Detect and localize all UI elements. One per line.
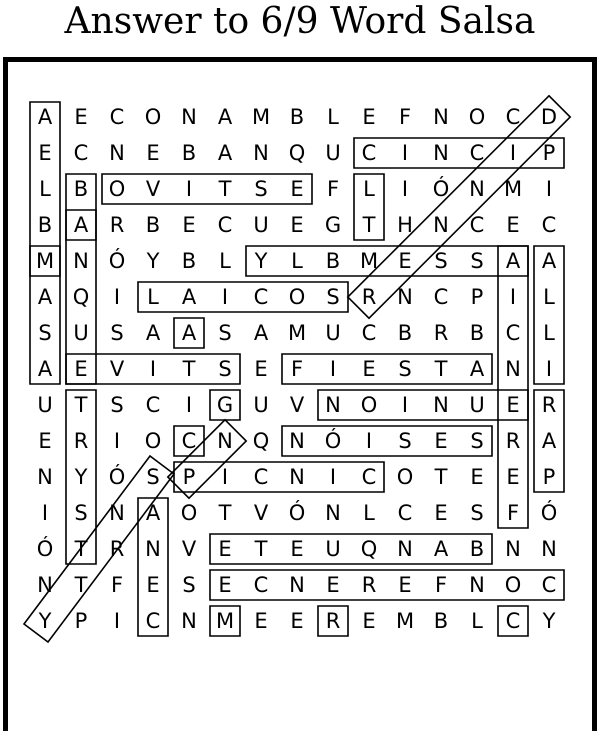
grid-cell: R: [361, 284, 377, 309]
grid-cell: C: [217, 212, 233, 237]
grid-cell: E: [218, 572, 232, 597]
grid-cell: A: [433, 536, 449, 561]
grid-cell: U: [325, 320, 341, 345]
grid-cell: A: [37, 356, 53, 381]
grid-cell: L: [363, 176, 375, 201]
grid-cell: Y: [542, 608, 556, 633]
found-word-outline: [348, 96, 570, 318]
grid-cell: L: [471, 608, 483, 633]
grid-cell: Ó: [36, 536, 54, 561]
grid-cell: T: [434, 464, 448, 489]
grid-cell: A: [541, 428, 557, 453]
grid-cell: S: [218, 356, 232, 381]
grid-cell: N: [253, 140, 269, 165]
grid-cell: H: [397, 212, 413, 237]
grid-cell: N: [325, 500, 341, 525]
found-word-outline: [318, 606, 348, 636]
grid-cell: E: [146, 572, 160, 597]
grid-cell: C: [361, 320, 377, 345]
grid-cell: T: [434, 356, 448, 381]
grid-cell: S: [398, 428, 412, 453]
grid-cell: S: [326, 284, 340, 309]
found-word-outline: [210, 570, 564, 600]
grid-cell: I: [149, 356, 157, 381]
grid-cell: P: [542, 140, 556, 165]
found-word-outline: [498, 606, 528, 636]
grid-cell: N: [289, 464, 305, 489]
grid-cell: L: [147, 284, 159, 309]
grid-cell: S: [254, 176, 268, 201]
found-word-outline: [66, 354, 240, 384]
grid-cell: E: [182, 212, 196, 237]
grid-cell: Y: [254, 248, 268, 273]
grid-cell: S: [146, 464, 160, 489]
grid-cell: E: [434, 428, 448, 453]
grid-cell: S: [434, 248, 448, 273]
grid-cell: C: [181, 428, 197, 453]
grid-cell: N: [397, 536, 413, 561]
grid-cell: E: [218, 536, 232, 561]
grid-cell: T: [218, 176, 232, 201]
grid-cell: U: [253, 212, 269, 237]
found-word-outline: [102, 174, 312, 204]
found-word-outline: [168, 420, 246, 498]
grid-cell: S: [182, 572, 196, 597]
grid-cell: N: [289, 572, 305, 597]
grid-cell: Q: [288, 140, 306, 165]
grid-cell: Q: [252, 428, 270, 453]
grid-cell: E: [290, 536, 304, 561]
grid-cell: A: [73, 212, 89, 237]
found-word-outline: [246, 246, 528, 276]
found-word-outline: [66, 210, 96, 384]
grid-cell: E: [74, 356, 88, 381]
grid-cell: E: [38, 140, 52, 165]
grid-cell: S: [110, 320, 124, 345]
grid-cell: I: [545, 356, 553, 381]
grid-cell: R: [109, 212, 125, 237]
grid-cell: U: [37, 392, 53, 417]
grid-cell: B: [397, 320, 413, 345]
grid-cell: C: [397, 500, 413, 525]
grid-cell: C: [469, 212, 485, 237]
grid-cell: G: [324, 212, 342, 237]
grid-cell: A: [541, 248, 557, 273]
grid-cell: I: [221, 464, 229, 489]
grid-cell: C: [505, 608, 521, 633]
grid-cell: N: [109, 500, 125, 525]
found-word-outline: [174, 462, 384, 492]
grid-cell: D: [540, 104, 558, 129]
grid-cell: I: [185, 176, 193, 201]
grid-cell: E: [434, 500, 448, 525]
grid-cell: E: [290, 176, 304, 201]
found-word-outline: [24, 456, 174, 642]
grid-cell: I: [329, 356, 337, 381]
grid-cell: B: [181, 140, 197, 165]
found-word-outline: [282, 426, 492, 456]
grid-cell: E: [290, 212, 304, 237]
grid-cell: V: [289, 392, 305, 417]
grid-cell: S: [110, 392, 124, 417]
grid-cell: A: [217, 140, 233, 165]
grid-cell: C: [541, 212, 557, 237]
grid-cell: Y: [146, 248, 160, 273]
grid-cell: L: [543, 284, 555, 309]
grid-cell: C: [541, 572, 557, 597]
grid-cell: C: [361, 464, 377, 489]
grid-cell: N: [541, 536, 557, 561]
grid-cell: I: [113, 284, 121, 309]
grid-cell: E: [290, 608, 304, 633]
grid-cell: P: [542, 464, 556, 489]
grid-cell: A: [37, 284, 53, 309]
grid-cell: L: [39, 176, 51, 201]
grid-cell: N: [181, 104, 197, 129]
grid-cell: V: [145, 176, 161, 201]
grid-cell: R: [325, 608, 341, 633]
grid-cell: N: [325, 392, 341, 417]
grid-cell: N: [433, 212, 449, 237]
puzzle-title: Answer to 6/9 Word Salsa: [64, 1, 536, 42]
grid-cell: L: [291, 248, 303, 273]
grid-cell: Ó: [324, 428, 342, 453]
grid-cell: Ó: [108, 248, 126, 273]
found-word-outline: [30, 246, 60, 384]
grid-cell: O: [504, 572, 522, 597]
grid-cell: I: [401, 176, 409, 201]
grid-cell: N: [397, 284, 413, 309]
grid-cell: B: [289, 104, 305, 129]
grid-cell: T: [254, 536, 268, 561]
grid-cell: E: [254, 608, 268, 633]
grid-cell: E: [362, 356, 376, 381]
grid-cell: L: [219, 248, 231, 273]
grid-cell: N: [289, 428, 305, 453]
grid-cell: G: [216, 392, 234, 417]
grid-cell: C: [253, 572, 269, 597]
grid-cell: M: [503, 176, 523, 201]
grid-cell: N: [505, 536, 521, 561]
grid-cell: B: [145, 212, 161, 237]
grid-cell: M: [215, 608, 235, 633]
grid-cell: E: [506, 392, 520, 417]
grid-cell: I: [545, 176, 553, 201]
grid-cell: E: [506, 464, 520, 489]
grid-cell: V: [181, 536, 197, 561]
grid-cell: N: [145, 536, 161, 561]
grid-cell: F: [434, 572, 448, 597]
grid-cell: I: [221, 284, 229, 309]
grid-cell: T: [74, 572, 88, 597]
found-word-outline: [66, 390, 96, 564]
grid-cell: N: [505, 356, 521, 381]
grid-cell: A: [253, 320, 269, 345]
grid-cell: N: [433, 104, 449, 129]
grid-cell: M: [35, 248, 55, 273]
grid-cell: E: [362, 608, 376, 633]
found-word-outline: [534, 246, 564, 384]
grid-cell: C: [433, 284, 449, 309]
grid-cell: F: [110, 572, 124, 597]
grid-cell: Ó: [108, 464, 126, 489]
grid-cell: S: [218, 320, 232, 345]
grid-cell: S: [398, 356, 412, 381]
grid-cell: C: [145, 392, 161, 417]
grid-cell: N: [181, 608, 197, 633]
grid-cell: O: [288, 284, 306, 309]
grid-cell: R: [433, 320, 449, 345]
grid-cell: O: [396, 464, 414, 489]
grid-cell: L: [363, 500, 375, 525]
grid-cell: E: [506, 212, 520, 237]
grid-cell: O: [360, 392, 378, 417]
grid-cell: N: [109, 140, 125, 165]
grid-cell: Ó: [288, 500, 306, 525]
grid-cell: B: [325, 248, 341, 273]
grid-cell: F: [290, 356, 304, 381]
grid-cell: C: [109, 104, 125, 129]
grid-cell: C: [145, 608, 161, 633]
found-word-outline: [210, 390, 240, 420]
grid-cell: R: [73, 428, 89, 453]
grid-cell: L: [327, 104, 339, 129]
found-word-outline: [210, 606, 240, 636]
grid-cell: V: [253, 500, 269, 525]
grid-cell: C: [469, 140, 485, 165]
grid-cell: P: [74, 608, 88, 633]
grid-cell: U: [325, 140, 341, 165]
grid-cell: N: [217, 428, 233, 453]
grid-cell: E: [74, 104, 88, 129]
grid-cell: F: [326, 176, 340, 201]
grid-cell: V: [109, 356, 125, 381]
grid-cell: I: [185, 392, 193, 417]
grid-cell: T: [218, 500, 232, 525]
grid-cell: O: [144, 428, 162, 453]
grid-cell: N: [433, 392, 449, 417]
grid-cell: A: [505, 248, 521, 273]
grid-cell: A: [469, 356, 485, 381]
grid-cell: Y: [74, 464, 88, 489]
grid-cell: M: [395, 608, 415, 633]
grid-cell: F: [506, 500, 520, 525]
grid-cell: E: [398, 248, 412, 273]
grid-cell: B: [37, 212, 53, 237]
grid-cell: B: [181, 248, 197, 273]
grid-cell: I: [509, 284, 517, 309]
grid-cell: I: [401, 392, 409, 417]
grid-cell: C: [361, 140, 377, 165]
grid-cell: Ó: [540, 500, 558, 525]
grid-cell: B: [469, 320, 485, 345]
grid-cell: I: [329, 464, 337, 489]
grid-cell: A: [145, 500, 161, 525]
grid-cell: E: [470, 464, 484, 489]
found-word-outline: [282, 354, 492, 384]
grid-cell: I: [401, 140, 409, 165]
grid-cell: A: [181, 320, 197, 345]
grid-cell: A: [181, 284, 197, 309]
grid-cell: U: [73, 320, 89, 345]
grid-cell: P: [182, 464, 196, 489]
grid-cell: I: [41, 500, 49, 525]
grid-cell: C: [253, 464, 269, 489]
grid-cell: R: [505, 428, 521, 453]
found-word-outline: [138, 498, 168, 636]
found-word-outline: [498, 246, 528, 528]
grid-cell: U: [469, 392, 485, 417]
grid-cell: R: [361, 572, 377, 597]
grid-cell: Ó: [432, 176, 450, 201]
grid-cell: O: [468, 104, 486, 129]
found-word-outline: [66, 174, 96, 240]
grid-cell: T: [74, 536, 88, 561]
grid-cell: E: [362, 104, 376, 129]
grid-cell: P: [470, 284, 484, 309]
grid-cell: M: [287, 320, 307, 345]
grid-cell: N: [433, 140, 449, 165]
grid-cell: O: [108, 176, 126, 201]
grid-cell: T: [182, 356, 196, 381]
grid-cell: N: [73, 248, 89, 273]
grid-cell: S: [74, 500, 88, 525]
grid-cell: I: [509, 140, 517, 165]
grid-cell: E: [38, 428, 52, 453]
grid-cell: C: [73, 140, 89, 165]
grid-cell: N: [37, 572, 53, 597]
grid-cell: A: [37, 104, 53, 129]
found-word-outline: [210, 534, 492, 564]
grid-cell: E: [398, 572, 412, 597]
found-word-outline: [534, 390, 564, 492]
grid-cell: C: [253, 284, 269, 309]
grid-cell: A: [145, 320, 161, 345]
grid-cell: A: [217, 104, 233, 129]
grid-cell: E: [254, 356, 268, 381]
grid-cell: I: [113, 608, 121, 633]
grid-cell: C: [505, 104, 521, 129]
grid-cell: O: [180, 500, 198, 525]
found-word-outline: [354, 174, 384, 240]
grid-cell: R: [541, 392, 557, 417]
grid-cell: Q: [360, 536, 378, 561]
grid-cell: T: [74, 392, 88, 417]
grid-cell: S: [470, 428, 484, 453]
grid-cell: B: [469, 536, 485, 561]
grid-cell: S: [38, 320, 52, 345]
grid-cell: U: [253, 392, 269, 417]
grid-cell: B: [73, 176, 89, 201]
found-word-outline: [354, 138, 564, 168]
grid-cell: E: [146, 140, 160, 165]
grid-cell: N: [469, 176, 485, 201]
grid-cell: N: [469, 572, 485, 597]
grid-cell: U: [325, 536, 341, 561]
found-word-outline: [138, 282, 348, 312]
grid-cell: S: [470, 500, 484, 525]
grid-cell: I: [365, 428, 373, 453]
grid-cell: N: [37, 464, 53, 489]
grid-cell: B: [433, 608, 449, 633]
found-word-outline: [30, 102, 60, 276]
grid-cell: T: [362, 212, 376, 237]
grid-cell: M: [251, 104, 271, 129]
grid-cell: R: [109, 536, 125, 561]
found-word-outline: [318, 390, 528, 420]
grid-cell: L: [543, 320, 555, 345]
found-word-outline: [174, 426, 204, 456]
grid-cell: F: [398, 104, 412, 129]
grid-cell: S: [470, 248, 484, 273]
grid-cell: M: [359, 248, 379, 273]
grid-cell: O: [144, 104, 162, 129]
found-word-outline: [174, 318, 204, 348]
grid-cell: E: [326, 572, 340, 597]
grid-cell: I: [113, 428, 121, 453]
grid-cell: C: [505, 320, 521, 345]
grid-cell: Y: [38, 608, 52, 633]
grid-cell: Q: [72, 284, 90, 309]
